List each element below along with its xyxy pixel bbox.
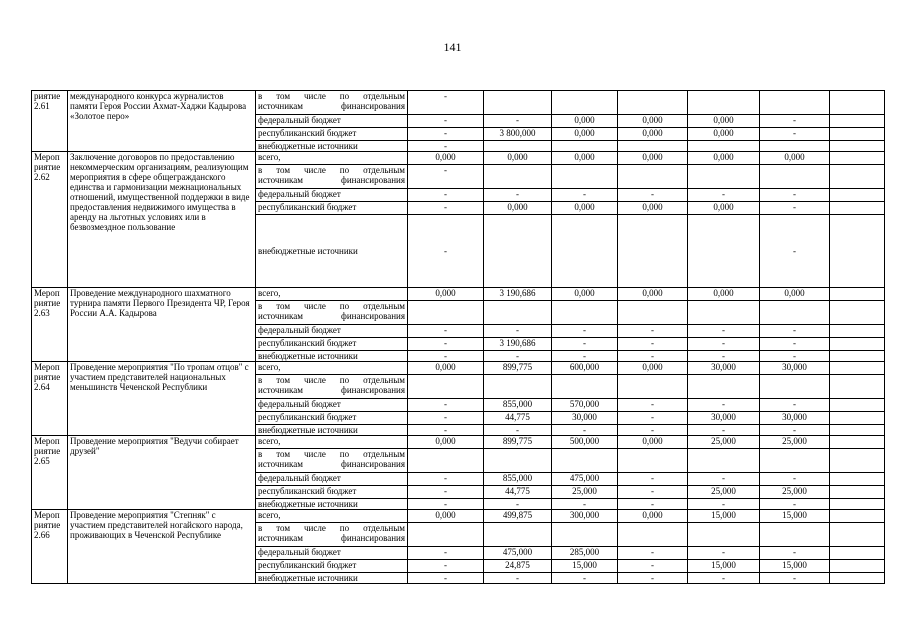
amount-cell: - (408, 412, 484, 425)
amount-cell: 0,000 (552, 152, 618, 165)
amount-cell: 0,000 (618, 128, 688, 141)
funding-source-cell: внебюджетные источники (256, 215, 408, 288)
empty-cell (830, 362, 885, 375)
amount-cell (688, 165, 760, 189)
amount-cell: - (760, 499, 830, 510)
event-name-cell: Проведение мероприятия "Степняк" с участием представителей ногайского народа, проживающих в Чеченской Республике (68, 510, 256, 584)
funding-source-cell: всего, (256, 362, 408, 375)
amount-cell: - (484, 189, 552, 202)
amount-cell: 0,000 (408, 510, 484, 523)
amount-cell (760, 301, 830, 325)
amount-cell (618, 301, 688, 325)
amount-cell: - (484, 115, 552, 128)
amount-cell: 25,000 (760, 436, 830, 449)
amount-cell: - (760, 115, 830, 128)
empty-cell (830, 473, 885, 486)
amount-cell: - (760, 338, 830, 351)
amount-cell: - (552, 573, 618, 584)
amount-cell (552, 215, 618, 288)
empty-cell (830, 436, 885, 449)
empty-cell (830, 189, 885, 202)
amount-cell: 25,000 (760, 486, 830, 499)
funding-source-cell: федеральный бюджет (256, 115, 408, 128)
amount-cell: - (408, 351, 484, 362)
amount-cell: - (552, 325, 618, 338)
amount-cell: - (552, 425, 618, 436)
amount-cell: 600,000 (552, 362, 618, 375)
amount-cell (618, 215, 688, 288)
amount-cell: 0,000 (760, 152, 830, 165)
amount-cell: - (408, 573, 484, 584)
amount-cell: - (408, 338, 484, 351)
amount-cell: 475,000 (484, 547, 552, 560)
amount-cell: - (760, 573, 830, 584)
event-name-cell: Проведение мероприятия "Ведучи собирает друзей" (68, 436, 256, 510)
amount-cell: - (618, 547, 688, 560)
amount-cell: 0,000 (618, 115, 688, 128)
empty-cell (830, 325, 885, 338)
table-row (32, 288, 885, 301)
amount-cell (408, 301, 484, 325)
amount-cell: 15,000 (688, 510, 760, 523)
amount-cell: - (408, 202, 484, 215)
amount-cell: 15,000 (688, 560, 760, 573)
event-name-cell: Проведение мероприятия "По тропам отцов" с участием представителей национальных меньшинств Чеченской Республики (68, 362, 256, 436)
amount-cell: - (484, 325, 552, 338)
amount-cell (484, 301, 552, 325)
amount-cell: 0,000 (484, 202, 552, 215)
amount-cell: - (618, 486, 688, 499)
amount-cell (552, 91, 618, 115)
amount-cell: 24,875 (484, 560, 552, 573)
amount-cell (408, 523, 484, 547)
amount-cell: 0,000 (618, 436, 688, 449)
empty-cell (830, 301, 885, 325)
amount-cell (484, 91, 552, 115)
empty-cell (830, 412, 885, 425)
empty-cell (830, 560, 885, 573)
amount-cell: - (408, 473, 484, 486)
amount-cell (688, 91, 760, 115)
amount-cell: - (484, 573, 552, 584)
amount-cell: - (688, 399, 760, 412)
amount-cell: 0,000 (760, 288, 830, 301)
amount-cell: - (408, 189, 484, 202)
event-name-cell: Проведение международного шахматного турнира памяти Первого Президента ЧР, Героя России А.А. Кадырова (68, 288, 256, 362)
amount-cell: 285,000 (552, 547, 618, 560)
amount-cell: 3 800,000 (484, 128, 552, 141)
amount-cell: - (552, 189, 618, 202)
amount-cell: 0,000 (688, 115, 760, 128)
amount-cell: - (760, 351, 830, 362)
funding-source-cell: республиканский бюджет (256, 486, 408, 499)
amount-cell: 0,000 (618, 510, 688, 523)
empty-cell (830, 152, 885, 165)
amount-cell: - (688, 547, 760, 560)
empty-cell (830, 141, 885, 152)
funding-source-cell: федеральный бюджет (256, 399, 408, 412)
amount-cell: 855,000 (484, 399, 552, 412)
amount-cell: 855,000 (484, 473, 552, 486)
amount-cell (552, 449, 618, 473)
amount-cell: - (618, 399, 688, 412)
empty-cell (830, 547, 885, 560)
amount-cell (552, 523, 618, 547)
amount-cell: 0,000 (552, 115, 618, 128)
amount-cell: - (408, 141, 484, 152)
amount-cell: - (618, 560, 688, 573)
amount-cell (618, 165, 688, 189)
event-number-cell: риятие 2.61 (32, 91, 68, 152)
empty-cell (830, 115, 885, 128)
funding-source-cell: в том числе по отдельным источникам финансирования (256, 523, 408, 547)
amount-cell (760, 523, 830, 547)
amount-cell: 475,000 (552, 473, 618, 486)
amount-cell: 30,000 (688, 412, 760, 425)
amount-cell: 44,775 (484, 412, 552, 425)
amount-cell (484, 215, 552, 288)
funding-source-cell: внебюджетные источники (256, 499, 408, 510)
amount-cell: 500,000 (552, 436, 618, 449)
amount-cell: - (408, 128, 484, 141)
amount-cell: 25,000 (688, 436, 760, 449)
event-number-cell: Мероп риятие 2.64 (32, 362, 68, 436)
event-number-cell: Мероп риятие 2.63 (32, 288, 68, 362)
amount-cell: 15,000 (552, 560, 618, 573)
event-number-cell: Мероп риятие 2.62 (32, 152, 68, 288)
event-name-cell: Заключение договоров по предоставлению некоммерческим организациям, реализующим мероприятия в сфере общегражданского единства и гармонизации межнациональных отношений, имущественной поддержки в виде предоставления недвижимого имущества в аренду на льготных условиях или в безвозмездное пользование (68, 152, 256, 288)
amount-cell (760, 141, 830, 152)
empty-cell (830, 499, 885, 510)
amount-cell: - (408, 115, 484, 128)
amount-cell: 44,775 (484, 486, 552, 499)
amount-cell (688, 301, 760, 325)
amount-cell: - (688, 189, 760, 202)
amount-cell: 499,875 (484, 510, 552, 523)
amount-cell: - (760, 215, 830, 288)
amount-cell: - (408, 425, 484, 436)
empty-cell (830, 486, 885, 499)
table-row (32, 362, 885, 375)
table-row (32, 510, 885, 523)
amount-cell: 30,000 (760, 412, 830, 425)
amount-cell: - (688, 351, 760, 362)
empty-cell (830, 523, 885, 547)
funding-source-cell: в том числе по отдельным источникам финансирования (256, 165, 408, 189)
amount-cell: - (688, 425, 760, 436)
table-row (32, 91, 885, 115)
amount-cell: - (484, 425, 552, 436)
funding-source-cell: всего, (256, 152, 408, 165)
amount-cell: 25,000 (688, 486, 760, 499)
amount-cell: 899,775 (484, 436, 552, 449)
funding-source-cell: всего, (256, 436, 408, 449)
amount-cell: 0,000 (552, 288, 618, 301)
amount-cell: - (618, 425, 688, 436)
amount-cell (760, 449, 830, 473)
amount-cell (760, 91, 830, 115)
table-row (32, 436, 885, 449)
empty-cell (830, 91, 885, 115)
funding-source-cell: внебюджетные источники (256, 425, 408, 436)
amount-cell: - (408, 399, 484, 412)
amount-cell: - (552, 499, 618, 510)
empty-cell (830, 510, 885, 523)
amount-cell (484, 449, 552, 473)
amount-cell: 0,000 (618, 202, 688, 215)
funding-source-cell: внебюджетные источники (256, 141, 408, 152)
amount-cell: 0,000 (688, 202, 760, 215)
amount-cell: 0,000 (408, 362, 484, 375)
amount-cell: 3 190,686 (484, 338, 552, 351)
amount-cell: 0,000 (552, 202, 618, 215)
funding-source-cell: федеральный бюджет (256, 547, 408, 560)
funding-source-cell: федеральный бюджет (256, 325, 408, 338)
amount-cell (688, 141, 760, 152)
empty-cell (830, 375, 885, 399)
empty-cell (830, 399, 885, 412)
amount-cell: - (618, 412, 688, 425)
amount-cell (688, 449, 760, 473)
event-number-cell: Мероп риятие 2.66 (32, 510, 68, 584)
amount-cell (618, 141, 688, 152)
amount-cell: 25,000 (552, 486, 618, 499)
amount-cell: - (552, 338, 618, 351)
amount-cell: 30,000 (552, 412, 618, 425)
amount-cell: 0,000 (408, 288, 484, 301)
amount-cell: - (760, 325, 830, 338)
amount-cell (688, 215, 760, 288)
amount-cell (552, 165, 618, 189)
amount-cell: - (760, 202, 830, 215)
amount-cell: - (760, 425, 830, 436)
empty-cell (830, 215, 885, 288)
amount-cell: 0,000 (618, 362, 688, 375)
amount-cell (688, 375, 760, 399)
amount-cell (484, 141, 552, 152)
amount-cell: - (484, 351, 552, 362)
amount-cell: 15,000 (760, 560, 830, 573)
amount-cell: 3 190,686 (484, 288, 552, 301)
amount-cell (618, 91, 688, 115)
amount-cell: 899,775 (484, 362, 552, 375)
funding-source-cell: республиканский бюджет (256, 560, 408, 573)
amount-cell: - (618, 338, 688, 351)
amount-cell: - (408, 325, 484, 338)
funding-source-cell: республиканский бюджет (256, 412, 408, 425)
amount-cell: - (618, 473, 688, 486)
amount-cell: - (688, 338, 760, 351)
event-number-cell: Мероп риятие 2.65 (32, 436, 68, 510)
amount-cell: - (760, 399, 830, 412)
funding-source-cell: в том числе по отдельным источникам финансирования (256, 301, 408, 325)
amount-cell: - (408, 486, 484, 499)
funding-source-cell: в том числе по отдельным источникам финансирования (256, 449, 408, 473)
amount-cell: 30,000 (688, 362, 760, 375)
amount-cell: 30,000 (760, 362, 830, 375)
empty-cell (830, 573, 885, 584)
amount-cell (552, 375, 618, 399)
amount-cell: - (408, 547, 484, 560)
amount-cell (408, 375, 484, 399)
amount-cell: - (408, 91, 484, 115)
empty-cell (830, 425, 885, 436)
amount-cell: - (408, 499, 484, 510)
event-name-cell: международного конкурса журналистов памяти Героя России Ахмат-Хаджи Кадырова «Золотое перо» (68, 91, 256, 152)
amount-cell: 0,000 (408, 436, 484, 449)
amount-cell: - (618, 573, 688, 584)
amount-cell: 0,000 (484, 152, 552, 165)
amount-cell (484, 523, 552, 547)
funding-source-cell: всего, (256, 288, 408, 301)
amount-cell (552, 141, 618, 152)
funding-source-cell: федеральный бюджет (256, 189, 408, 202)
amount-cell: - (408, 560, 484, 573)
amount-cell: - (618, 325, 688, 338)
funding-source-cell: республиканский бюджет (256, 202, 408, 215)
amount-cell: - (688, 325, 760, 338)
amount-cell (408, 449, 484, 473)
amount-cell: - (408, 165, 484, 189)
amount-cell: - (552, 351, 618, 362)
amount-cell: 0,000 (618, 288, 688, 301)
amount-cell: 0,000 (618, 152, 688, 165)
empty-cell (830, 338, 885, 351)
amount-cell: - (688, 499, 760, 510)
funding-source-cell: внебюджетные источники (256, 351, 408, 362)
amount-cell: - (484, 499, 552, 510)
amount-cell (552, 301, 618, 325)
funding-source-cell: в том числе по отдельным источникам финансирования (256, 91, 408, 115)
funding-source-cell: в том числе по отдельным источникам финансирования (256, 375, 408, 399)
amount-cell (618, 449, 688, 473)
amount-cell: - (760, 473, 830, 486)
amount-cell: 570,000 (552, 399, 618, 412)
amount-cell: 0,000 (688, 128, 760, 141)
amount-cell: - (688, 573, 760, 584)
funding-source-cell: всего, (256, 510, 408, 523)
amount-cell: 0,000 (688, 288, 760, 301)
amount-cell: 0,000 (408, 152, 484, 165)
amount-cell: 0,000 (688, 152, 760, 165)
empty-cell (830, 351, 885, 362)
amount-cell (618, 523, 688, 547)
funding-source-cell: республиканский бюджет (256, 128, 408, 141)
amount-cell: - (688, 473, 760, 486)
amount-cell (618, 375, 688, 399)
funding-source-cell: республиканский бюджет (256, 338, 408, 351)
empty-cell (830, 128, 885, 141)
empty-cell (830, 202, 885, 215)
amount-cell (760, 165, 830, 189)
amount-cell (688, 523, 760, 547)
amount-cell: - (618, 499, 688, 510)
empty-cell (830, 288, 885, 301)
amount-cell: - (760, 547, 830, 560)
amount-cell: 0,000 (552, 128, 618, 141)
amount-cell: - (618, 351, 688, 362)
empty-cell (830, 449, 885, 473)
amount-cell: - (760, 128, 830, 141)
amount-cell (484, 165, 552, 189)
page-number: 141 (443, 40, 462, 54)
amount-cell: 15,000 (760, 510, 830, 523)
amount-cell (484, 375, 552, 399)
empty-cell (830, 165, 885, 189)
amount-cell (760, 375, 830, 399)
funding-source-cell: федеральный бюджет (256, 473, 408, 486)
amount-cell: - (408, 215, 484, 288)
amount-cell: - (760, 189, 830, 202)
amount-cell: - (618, 189, 688, 202)
table-row (32, 152, 885, 165)
amount-cell: 300,000 (552, 510, 618, 523)
funding-source-cell: внебюджетные источники (256, 573, 408, 584)
budget-table (31, 90, 885, 584)
